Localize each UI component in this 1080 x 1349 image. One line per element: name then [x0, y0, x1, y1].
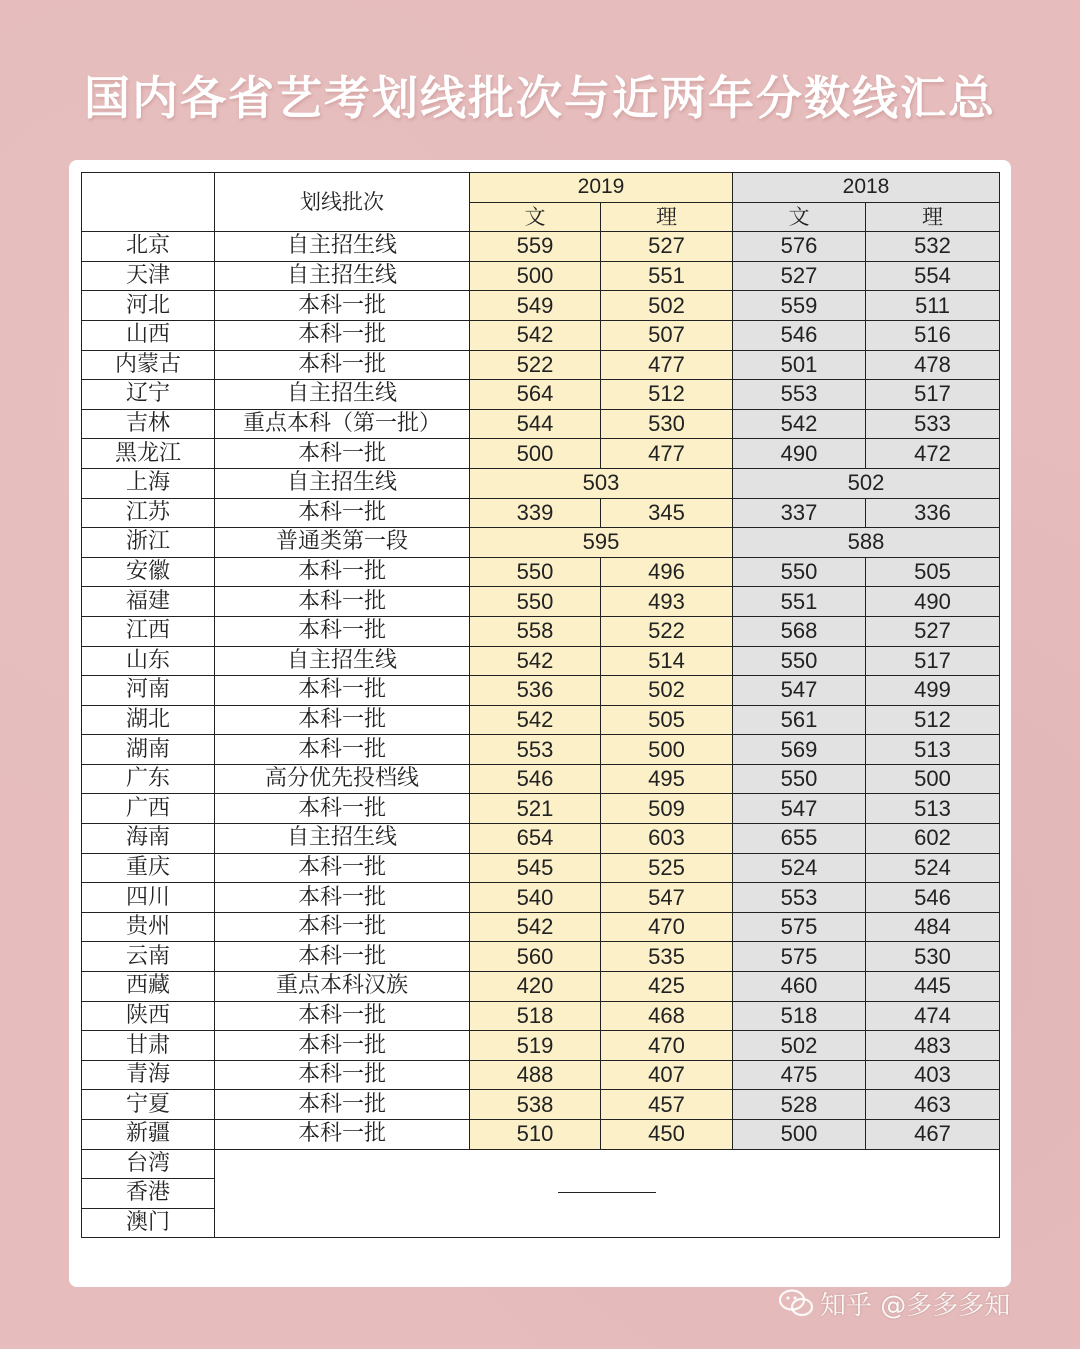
score-2018-li: 602: [866, 824, 1000, 854]
batch-cell: 自主招生线: [215, 646, 470, 676]
score-2019-wen: 654: [470, 824, 601, 854]
score-2019-wen: 560: [470, 942, 601, 972]
batch-cell: 自主招生线: [215, 468, 470, 498]
table-row: [82, 942, 1000, 972]
province-cell: 江西: [82, 616, 215, 646]
score-2019-wen: 522: [470, 350, 601, 380]
score-2018-wen: 575: [733, 912, 866, 942]
score-2018-li: 483: [866, 1031, 1000, 1061]
score-2018-li: 403: [866, 1060, 1000, 1090]
score-2019-wen: 488: [470, 1060, 601, 1090]
score-2018-wen: 546: [733, 320, 866, 350]
score-2019-wen: 545: [470, 853, 601, 883]
score-2018-wen: 518: [733, 1001, 866, 1031]
score-2018-wen: 561: [733, 705, 866, 735]
score-2018-merged: 502: [733, 468, 1000, 498]
score-2018-li: 512: [866, 705, 1000, 735]
score-2019-wen: 542: [470, 912, 601, 942]
score-2019-li: 502: [601, 291, 733, 321]
score-2018-wen: 542: [733, 409, 866, 439]
table-row: [82, 291, 1000, 321]
score-2018-wen: 553: [733, 380, 866, 410]
score-2019-wen: 500: [470, 439, 601, 469]
header-row-years: [82, 173, 1000, 203]
score-2019-li: 450: [601, 1120, 733, 1150]
table-row: [82, 439, 1000, 469]
score-2019-li: 535: [601, 942, 733, 972]
batch-cell: 本科一批: [215, 735, 470, 765]
province-cell: 重庆: [82, 853, 215, 883]
province-cell: 云南: [82, 942, 215, 972]
table-row: [82, 824, 1000, 854]
table-card: [69, 160, 1011, 1287]
table-row: [82, 616, 1000, 646]
table-row: [82, 735, 1000, 765]
header-batch: 划线批次: [215, 173, 470, 232]
province-cell: 四川: [82, 883, 215, 913]
score-2018-wen: 547: [733, 676, 866, 706]
score-2019-wen: 558: [470, 616, 601, 646]
page-title: 国内各省艺考划线批次与近两年分数线汇总: [84, 71, 996, 125]
score-2018-li: 484: [866, 912, 1000, 942]
table-row: [82, 468, 1000, 498]
province-cell: 北京: [82, 232, 215, 262]
batch-cell: 本科一批: [215, 439, 470, 469]
score-2019-wen: 564: [470, 380, 601, 410]
score-2019-li: 509: [601, 794, 733, 824]
score-2018-wen: 337: [733, 498, 866, 528]
score-2018-wen: 568: [733, 616, 866, 646]
batch-cell: 重点本科（第一批）: [215, 409, 470, 439]
province-cell: 山东: [82, 646, 215, 676]
score-2018-wen: 655: [733, 824, 866, 854]
province-cell: 内蒙古: [82, 350, 215, 380]
header-year-2018: 2018: [733, 173, 1000, 203]
score-2018-li: 500: [866, 764, 1000, 794]
score-2019-wen: 519: [470, 1031, 601, 1061]
header-wen-2018: 文: [733, 202, 866, 232]
score-2018-wen: 559: [733, 291, 866, 321]
score-2019-li: 493: [601, 587, 733, 617]
province-cell: 澳门: [82, 1208, 215, 1238]
score-2018-wen: 460: [733, 972, 866, 1002]
province-cell: 陕西: [82, 1001, 215, 1031]
batch-cell: 本科一批: [215, 853, 470, 883]
score-2018-wen: 551: [733, 587, 866, 617]
score-2018-wen: 500: [733, 1120, 866, 1150]
table-row: [82, 261, 1000, 291]
table-row: [82, 883, 1000, 913]
province-cell: 安徽: [82, 557, 215, 587]
province-cell: 吉林: [82, 409, 215, 439]
batch-cell: 本科一批: [215, 883, 470, 913]
score-2019-wen: 500: [470, 261, 601, 291]
score-2018-wen: 550: [733, 764, 866, 794]
batch-cell: 自主招生线: [215, 380, 470, 410]
table-row: [82, 409, 1000, 439]
table-row: [82, 794, 1000, 824]
table-row: [82, 380, 1000, 410]
score-2019-wen: 540: [470, 883, 601, 913]
score-2018-li: 546: [866, 883, 1000, 913]
table-row: [82, 1031, 1000, 1061]
province-cell: 山西: [82, 320, 215, 350]
batch-cell: 本科一批: [215, 705, 470, 735]
score-2019-li: 514: [601, 646, 733, 676]
batch-cell: 本科一批: [215, 1060, 470, 1090]
score-2019-li: 551: [601, 261, 733, 291]
batch-cell: 自主招生线: [215, 232, 470, 262]
score-2019-li: 496: [601, 557, 733, 587]
score-2018-li: 530: [866, 942, 1000, 972]
score-2018-wen: 501: [733, 350, 866, 380]
table-row: [82, 1149, 1000, 1179]
score-2019-wen: 550: [470, 587, 601, 617]
score-2019-li: 425: [601, 972, 733, 1002]
table-row: [82, 320, 1000, 350]
batch-cell: 自主招生线: [215, 824, 470, 854]
table-row: [82, 646, 1000, 676]
batch-cell: 本科一批: [215, 1090, 470, 1120]
province-cell: 湖北: [82, 705, 215, 735]
province-cell: 甘肃: [82, 1031, 215, 1061]
batch-cell: 重点本科汉族: [215, 972, 470, 1002]
province-cell: 新疆: [82, 1120, 215, 1150]
score-2018-li: 505: [866, 557, 1000, 587]
score-2019-li: 470: [601, 912, 733, 942]
score-2018-wen: 490: [733, 439, 866, 469]
batch-cell: 本科一批: [215, 1031, 470, 1061]
score-2019-wen: 339: [470, 498, 601, 528]
batch-cell: 本科一批: [215, 942, 470, 972]
batch-cell: 本科一批: [215, 1001, 470, 1031]
table-row: [82, 1060, 1000, 1090]
province-cell: 天津: [82, 261, 215, 291]
score-2018-li: 472: [866, 439, 1000, 469]
batch-cell: 本科一批: [215, 794, 470, 824]
score-2018-li: 533: [866, 409, 1000, 439]
score-2019-li: 477: [601, 439, 733, 469]
score-2019-li: 502: [601, 676, 733, 706]
watermark: [778, 1285, 1010, 1321]
no-data-dash: [558, 1192, 656, 1193]
score-2019-li: 507: [601, 320, 733, 350]
score-2019-wen: 559: [470, 232, 601, 262]
score-2019-li: 468: [601, 1001, 733, 1031]
table-row: [82, 1001, 1000, 1031]
batch-cell: 本科一批: [215, 320, 470, 350]
table-row: [82, 972, 1000, 1002]
score-2018-wen: 502: [733, 1031, 866, 1061]
province-cell: 福建: [82, 587, 215, 617]
province-cell: 河北: [82, 291, 215, 321]
score-2018-li: 554: [866, 261, 1000, 291]
score-2018-wen: 550: [733, 646, 866, 676]
score-2018-li: 517: [866, 380, 1000, 410]
score-2019-wen: 538: [470, 1090, 601, 1120]
score-2018-li: 490: [866, 587, 1000, 617]
score-2019-wen: 542: [470, 646, 601, 676]
province-cell: 广西: [82, 794, 215, 824]
score-2019-li: 470: [601, 1031, 733, 1061]
batch-cell: 本科一批: [215, 676, 470, 706]
province-cell: 江苏: [82, 498, 215, 528]
score-2018-li: 499: [866, 676, 1000, 706]
table-row: [82, 232, 1000, 262]
header-province-cell: [82, 173, 215, 232]
score-2019-wen: 553: [470, 735, 601, 765]
score-2019-li: 512: [601, 380, 733, 410]
header-wen-2019: 文: [470, 202, 601, 232]
province-cell: 台湾: [82, 1149, 215, 1179]
score-2018-li: 336: [866, 498, 1000, 528]
batch-cell: 自主招生线: [215, 261, 470, 291]
score-2019-wen: 420: [470, 972, 601, 1002]
score-2019-wen: 549: [470, 291, 601, 321]
score-2019-wen: 550: [470, 557, 601, 587]
score-2018-li: 445: [866, 972, 1000, 1002]
score-2019-li: 547: [601, 883, 733, 913]
score-2018-li: 474: [866, 1001, 1000, 1031]
score-2018-wen: 524: [733, 853, 866, 883]
score-2018-li: 478: [866, 350, 1000, 380]
province-cell: 上海: [82, 468, 215, 498]
score-2018-merged: 588: [733, 528, 1000, 558]
header-li-2018: 理: [866, 202, 1000, 232]
batch-cell: 本科一批: [215, 498, 470, 528]
score-2019-li: 505: [601, 705, 733, 735]
table-row: [82, 676, 1000, 706]
table-row: [82, 498, 1000, 528]
score-2019-wen: 544: [470, 409, 601, 439]
score-2018-wen: 475: [733, 1060, 866, 1090]
score-2019-merged: 503: [470, 468, 733, 498]
score-2018-wen: 550: [733, 557, 866, 587]
table-row: [82, 350, 1000, 380]
score-2018-li: 511: [866, 291, 1000, 321]
table-row: [82, 764, 1000, 794]
province-cell: 辽宁: [82, 380, 215, 410]
score-2018-li: 517: [866, 646, 1000, 676]
province-cell: 香港: [82, 1179, 215, 1209]
score-2018-li: 513: [866, 735, 1000, 765]
table-row: [82, 912, 1000, 942]
table-row: [82, 528, 1000, 558]
batch-cell: 本科一批: [215, 1120, 470, 1150]
province-cell: 青海: [82, 1060, 215, 1090]
province-cell: 黑龙江: [82, 439, 215, 469]
score-2019-li: 477: [601, 350, 733, 380]
batch-cell: 普通类第一段: [215, 528, 470, 558]
score-2019-wen: 518: [470, 1001, 601, 1031]
score-2018-li: 463: [866, 1090, 1000, 1120]
score-2018-wen: 575: [733, 942, 866, 972]
table-row: [82, 853, 1000, 883]
score-2019-li: 525: [601, 853, 733, 883]
score-2019-merged: 595: [470, 528, 733, 558]
table-row: [82, 705, 1000, 735]
province-cell: 宁夏: [82, 1090, 215, 1120]
table-row: [82, 587, 1000, 617]
score-2018-li: 516: [866, 320, 1000, 350]
score-2018-li: 524: [866, 853, 1000, 883]
watermark-text: 知乎 @多多多知: [820, 1290, 1011, 1321]
score-2019-li: 345: [601, 498, 733, 528]
province-cell: 贵州: [82, 912, 215, 942]
batch-cell: 本科一批: [215, 557, 470, 587]
score-2018-li: 513: [866, 794, 1000, 824]
province-cell: 海南: [82, 824, 215, 854]
score-2018-wen: 528: [733, 1090, 866, 1120]
score-2018-wen: 527: [733, 261, 866, 291]
header-li-2019: 理: [601, 202, 733, 232]
score-2018-li: 527: [866, 616, 1000, 646]
score-2019-li: 603: [601, 824, 733, 854]
score-2018-li: 467: [866, 1120, 1000, 1150]
table-row: [82, 1090, 1000, 1120]
score-2019-wen: 542: [470, 705, 601, 735]
score-2019-li: 407: [601, 1060, 733, 1090]
table-row: [82, 557, 1000, 587]
score-2018-wen: 553: [733, 883, 866, 913]
province-cell: 广东: [82, 764, 215, 794]
score-2019-li: 495: [601, 764, 733, 794]
province-cell: 湖南: [82, 735, 215, 765]
batch-cell: 本科一批: [215, 291, 470, 321]
score-2018-wen: 569: [733, 735, 866, 765]
batch-cell: 本科一批: [215, 912, 470, 942]
province-cell: 河南: [82, 676, 215, 706]
score-2019-li: 530: [601, 409, 733, 439]
score-2018-wen: 547: [733, 794, 866, 824]
province-cell: 浙江: [82, 528, 215, 558]
score-2018-li: 532: [866, 232, 1000, 262]
batch-cell: 本科一批: [215, 616, 470, 646]
batch-cell: 本科一批: [215, 350, 470, 380]
score-2019-li: 500: [601, 735, 733, 765]
no-data-cell: [215, 1149, 1000, 1238]
wechat-icon: [778, 1288, 814, 1318]
score-2019-li: 522: [601, 616, 733, 646]
header-year-2019: 2019: [470, 173, 733, 203]
score-2019-wen: 542: [470, 320, 601, 350]
batch-cell: 高分优先投档线: [215, 764, 470, 794]
score-2019-wen: 510: [470, 1120, 601, 1150]
score-2018-wen: 576: [733, 232, 866, 262]
score-table: [81, 172, 1000, 1238]
score-2019-wen: 521: [470, 794, 601, 824]
score-2019-wen: 536: [470, 676, 601, 706]
province-cell: 西藏: [82, 972, 215, 1002]
score-2019-li: 527: [601, 232, 733, 262]
batch-cell: 本科一批: [215, 587, 470, 617]
score-2019-li: 457: [601, 1090, 733, 1120]
table-row: [82, 1120, 1000, 1150]
score-2019-wen: 546: [470, 764, 601, 794]
